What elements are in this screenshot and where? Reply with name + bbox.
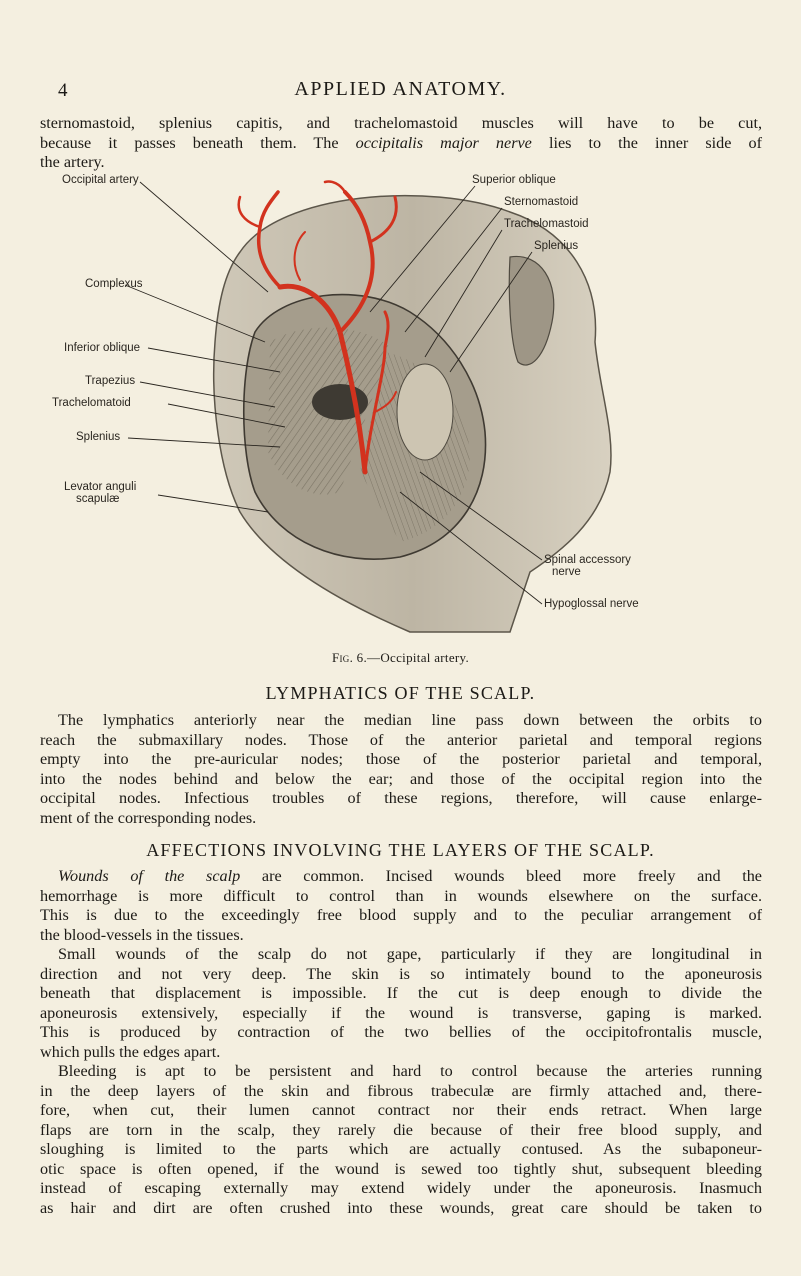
line-text: the artery. [40, 153, 105, 171]
label-superior-oblique: Superior oblique [472, 174, 556, 186]
label-scapulae: scapulæ [76, 493, 120, 505]
text-line [40, 789, 762, 809]
line-text: the blood-vessels in the tissues. [40, 925, 244, 944]
line-text: direction and not very deep. The skin is so intimately bound to the aponeurosis [40, 964, 762, 983]
italic-term: occipitalis major nerve [355, 133, 532, 152]
anatomical-figure [40, 172, 762, 642]
text-line [40, 809, 762, 829]
text-line [40, 984, 762, 1004]
line-text: otic space is often opened, if the wound is sewed too tightly shut, subsequent bleeding [40, 1159, 762, 1178]
text-line [40, 1062, 762, 1082]
text-line [40, 731, 762, 751]
line-text: The lymphatics anteriorly near the median line pass down between the orbits to [58, 711, 762, 729]
line-text: flaps are torn in the scalp, they rarely die because of their free blood supply, and [40, 1120, 762, 1139]
line-text: because it passes beneath them. The [40, 133, 356, 152]
line-text: ment of the corresponding nodes. [40, 808, 257, 827]
line-text: Bleeding is apt to be persistent and hard to control because the arteries running [58, 1062, 762, 1080]
text-line [40, 1082, 762, 1102]
text-line [40, 153, 762, 173]
label-splenius-left: Splenius [76, 431, 121, 443]
figure-caption [0, 650, 801, 666]
line-text: instead of escaping externally may extend widely under the aponeurosis. Inasmuch [40, 1179, 762, 1197]
line-text: which pulls the edges apart. [40, 1042, 221, 1061]
text-line [40, 114, 762, 134]
text-line [40, 1023, 762, 1043]
text-line [40, 965, 762, 985]
text-line [40, 1199, 762, 1219]
text-line [40, 1140, 762, 1160]
line-text: lies to the inner side of [531, 133, 762, 152]
text-line [40, 134, 762, 154]
text-line [40, 770, 762, 790]
line-text: occipital nodes. Infectious troubles of these regions, therefore, will cause enlarge- [40, 789, 762, 807]
label-hypoglossal-nerve: Hypoglossal nerve [544, 598, 639, 610]
line-text: beneath that displacement is impossible. If the cut is deep enough to divide the [40, 984, 762, 1002]
section-heading-affections: AFFECTIONS INVOLVING THE LAYERS OF THE SCALP. [146, 840, 655, 860]
figure-number: Fig. 6. [331, 650, 368, 665]
text-line [40, 1121, 762, 1141]
text-line [40, 750, 762, 770]
label-levator-anguli: Levator anguli [64, 481, 137, 493]
text-line [40, 1179, 762, 1199]
line-text: This is due to the exceedingly free blood supply and to the peculiar arrangement of [40, 906, 762, 924]
label-occipital-artery: Occipital artery [62, 174, 139, 186]
label-inferior-oblique: Inferior oblique [64, 342, 141, 354]
affections-paragraphs [40, 867, 762, 1218]
text-line [40, 906, 762, 926]
line-text: hemorrhage is more difficult to control than in wounds elsewhere on the surface. [40, 886, 762, 905]
text-line [40, 926, 762, 946]
line-text: sloughing is limited to the parts which are actually contused. As the subaponeur- [40, 1140, 762, 1158]
occipital-artery-illustration [40, 172, 762, 642]
line-text: reach the submaxillary nodes. Those of the anterior parietal and temporal regions [40, 730, 762, 749]
text-line [40, 711, 762, 731]
figure-caption-text: —Occipital artery. [367, 650, 470, 665]
line-text: in the deep layers of the skin and fibrous trabeculæ are firmly attached and, there- [40, 1081, 762, 1100]
line-text: aponeurosis extensively, especially if the wound is transverse, gaping is marked. [40, 1003, 762, 1022]
page-number: 4 [58, 80, 69, 101]
label-nerve: nerve [552, 566, 581, 578]
line-text: into the nodes behind and below the ear; and those of the occipital region into the [40, 769, 762, 788]
italic-term: Wounds of the scalp [58, 867, 241, 885]
text-line [40, 887, 762, 907]
line-text: empty into the pre-auricular nodes; those of the posterior parietal and temporal, [40, 750, 762, 768]
text-line [40, 1004, 762, 1024]
intro-paragraph [40, 114, 762, 173]
line-text: are common. Incised wounds bleed more freely and the [240, 867, 762, 885]
label-complexus: Complexus [85, 278, 143, 290]
text-line [40, 945, 762, 965]
text-line [40, 1101, 762, 1121]
label-trachelomatoid: Trachelomatoid [52, 397, 131, 409]
line-text: This is produced by contraction of the two bellies of the occipitofrontalis muscle, [40, 1023, 762, 1041]
line-text: fore, when cut, their lumen cannot contract nor their ends retract. When large [40, 1101, 762, 1119]
label-splenius-right: Splenius [534, 240, 579, 252]
label-trapezius: Trapezius [85, 375, 136, 387]
text-line [40, 1160, 762, 1180]
text-line [40, 867, 762, 887]
line-text: sternomastoid, splenius capitis, and trachelomastoid muscles will have to be cut, [40, 114, 762, 132]
line-text: Small wounds of the scalp do not gape, particularly if they are longitudinal in [58, 945, 762, 963]
line-text: as hair and dirt are often crushed into these wounds, great care should be taken to [40, 1198, 762, 1217]
label-trachelomastoid-right: Trachelomastoid [504, 218, 589, 230]
label-spinal-accessory: Spinal accessory [544, 554, 631, 566]
running-head: APPLIED ANATOMY. [294, 78, 507, 100]
section-heading-lymphatics: LYMPHATICS OF THE SCALP. [265, 683, 536, 703]
label-sternomastoid: Sternomastoid [504, 196, 579, 208]
lymphatics-paragraph [40, 711, 762, 828]
text-line [40, 1043, 762, 1063]
